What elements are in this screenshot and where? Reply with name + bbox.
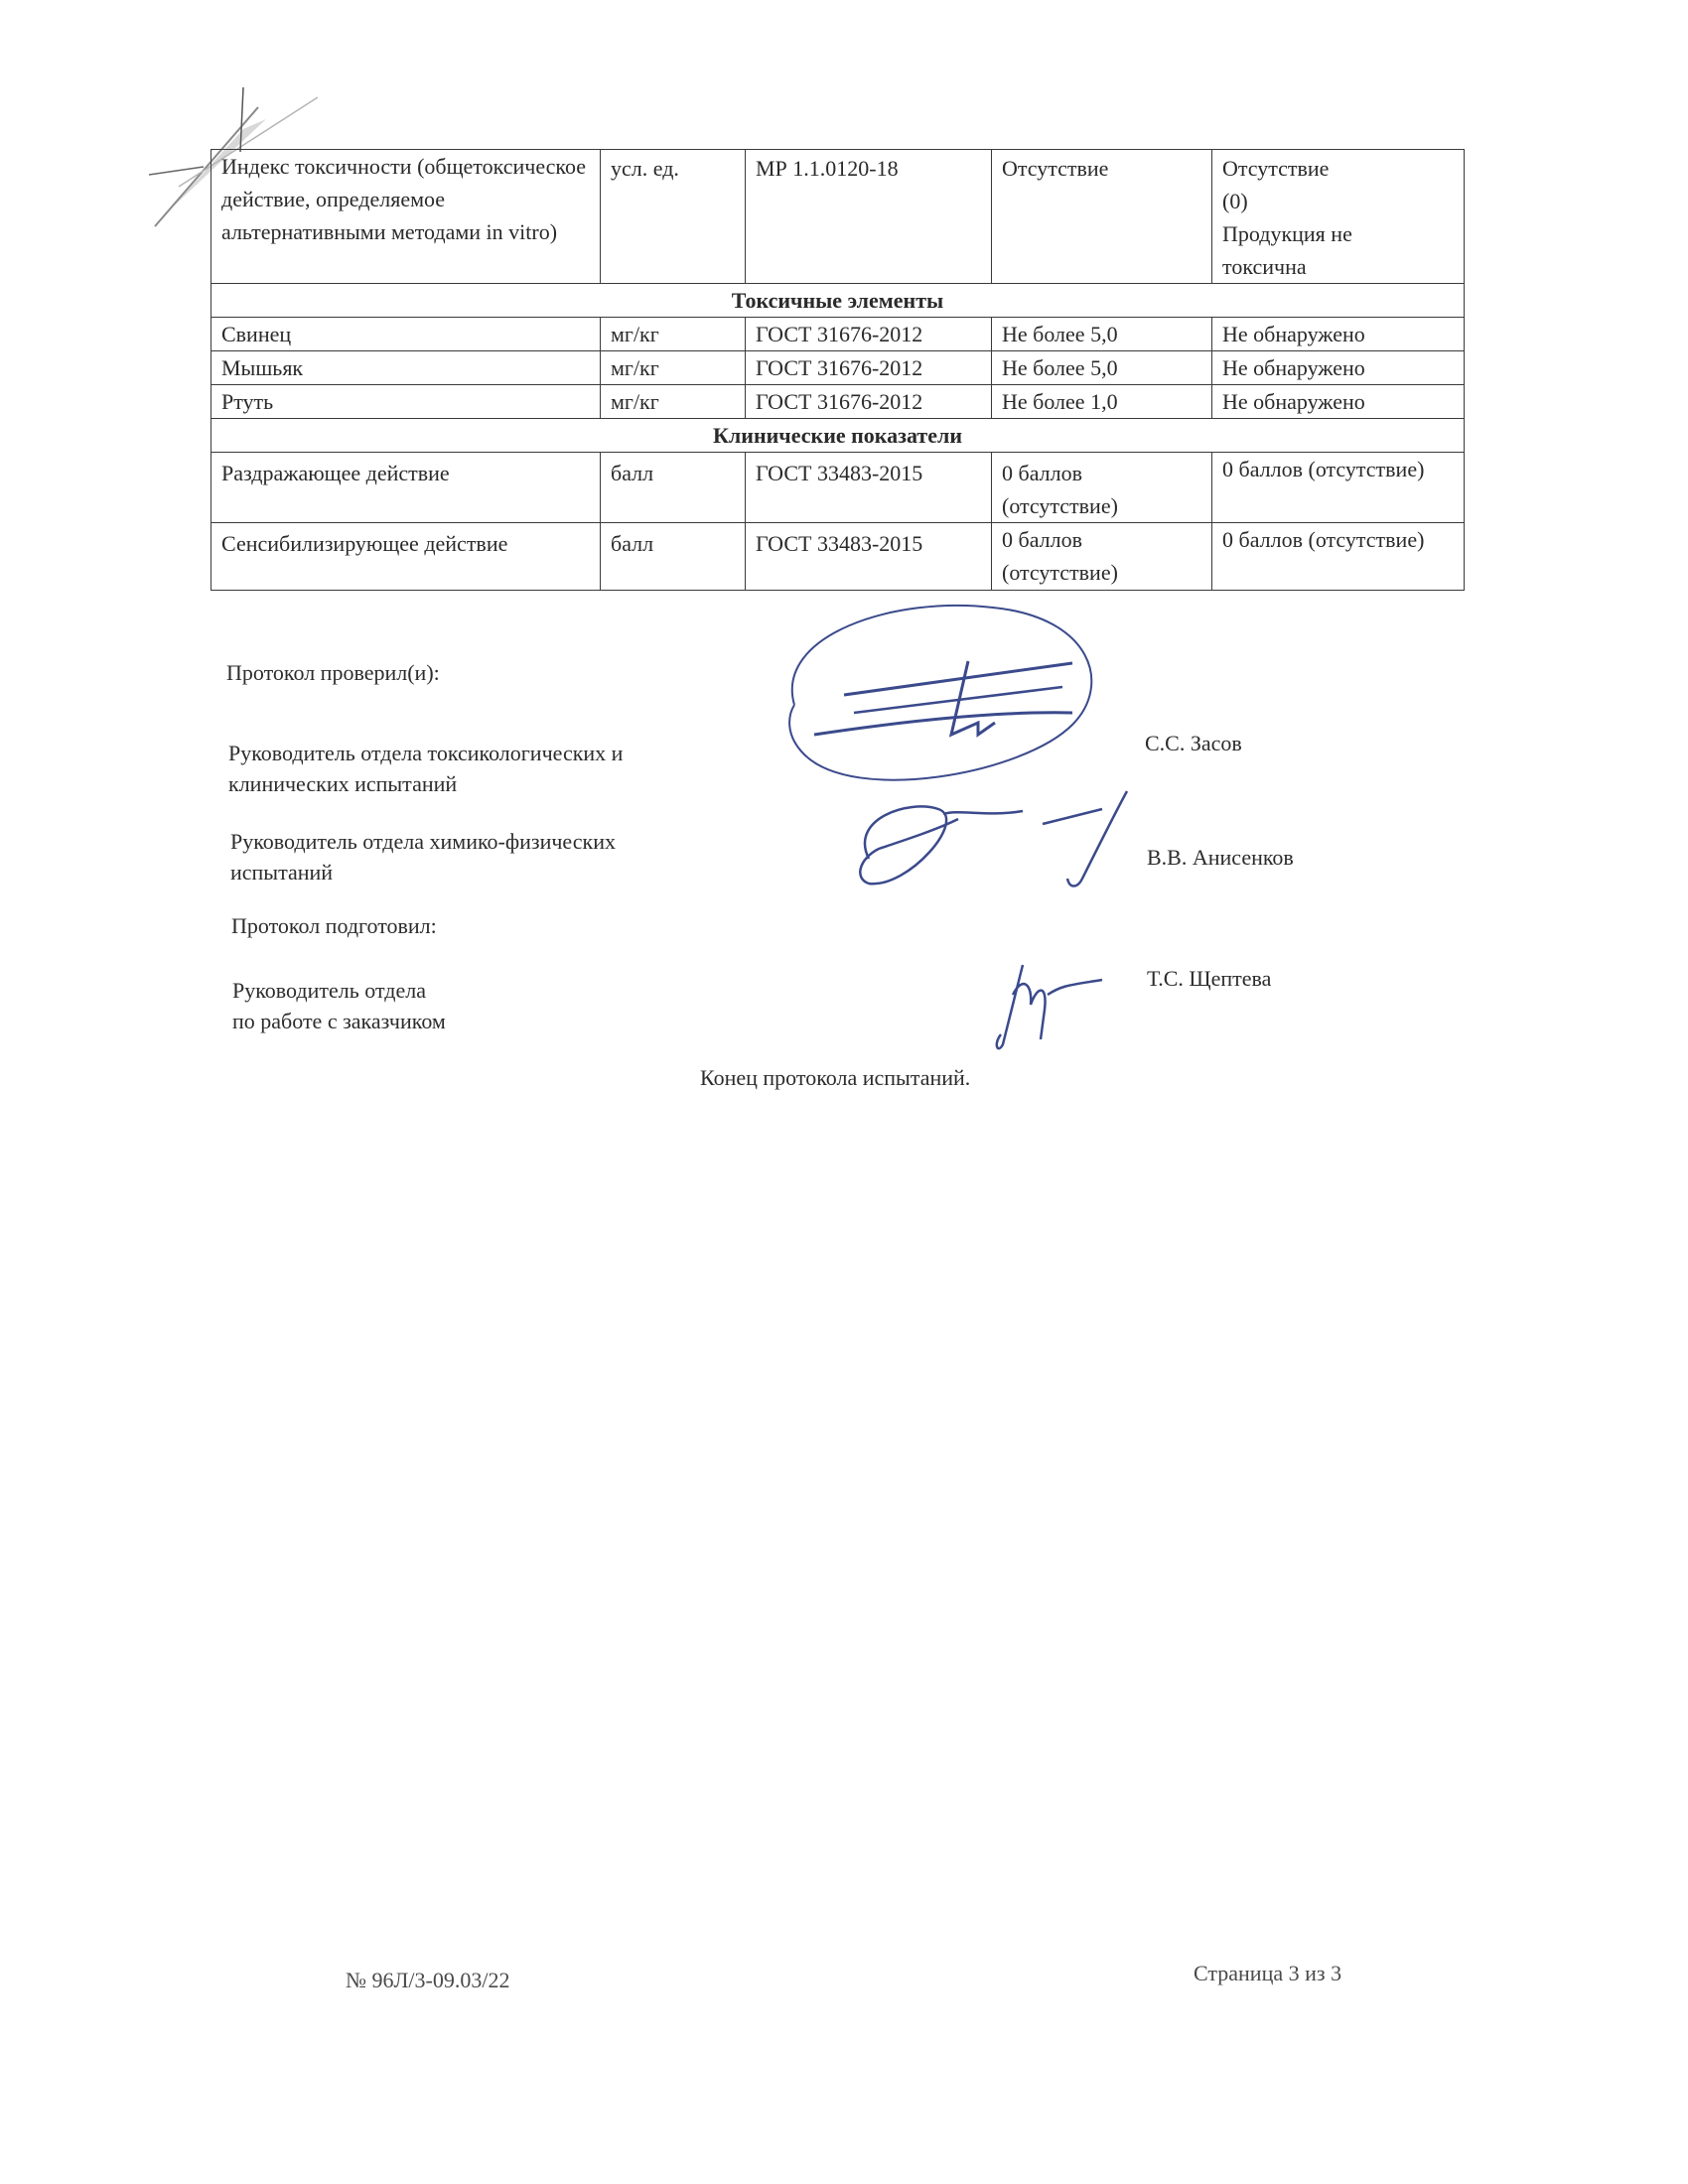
end-of-protocol: Конец протокола испытаний. (700, 1065, 971, 1090)
section-row (211, 419, 1465, 453)
toxicology-head-name: С.С. Засов (1145, 731, 1242, 755)
result-cell: 0 баллов (отсутствие) (1212, 453, 1465, 523)
unit-cell: мг/кг (601, 318, 746, 351)
client-head-name: Т.С. Щептева (1147, 966, 1272, 991)
indicator-cell: Сенсибилизирующее действие (211, 523, 601, 591)
indicator-cell: Ртуть (211, 385, 601, 419)
unit-cell: мг/кг (601, 351, 746, 385)
client-head-line: по работе с заказчиком (232, 1009, 446, 1033)
method-cell: ГОСТ 33483-2015 (746, 453, 992, 523)
result-line: Отсутствие (1222, 156, 1330, 181)
signature-zasov (774, 596, 1112, 794)
result-cell (1212, 150, 1465, 284)
norm-cell: Отсутствие (992, 150, 1212, 284)
indicator-cell: Мышьяк (211, 351, 601, 385)
indicator-cell: Свинец (211, 318, 601, 351)
result-line: токсична (1222, 254, 1307, 279)
table-row (211, 150, 1465, 284)
table-row (211, 385, 1465, 419)
result-cell: Не обнаружено (1212, 351, 1465, 385)
unit-cell: балл (601, 523, 746, 591)
indicator-cell: Раздражающее действие (211, 453, 601, 523)
method-cell: ГОСТ 31676-2012 (746, 351, 992, 385)
norm-cell: Не более 5,0 (992, 351, 1212, 385)
client-head-line: Руководитель отдела (232, 978, 427, 1003)
table-row (211, 523, 1465, 591)
result-cell: 0 баллов (отсутствие) (1212, 523, 1465, 591)
page-number: Страница 3 из 3 (1194, 1961, 1342, 1985)
result-cell: Не обнаружено (1212, 318, 1465, 351)
result-cell: Не обнаружено (1212, 385, 1465, 419)
signature-shchepteva (993, 955, 1112, 1054)
result-line: Продукция не (1222, 221, 1352, 246)
toxicology-head-title: Руководитель отдела токсикологических и клинических испытаний (228, 741, 624, 796)
chemistry-head-name: В.В. Анисенков (1147, 845, 1294, 870)
method-cell: ГОСТ 31676-2012 (746, 318, 992, 351)
unit-cell: усл. ед. (601, 150, 746, 284)
norm-cell: Не более 5,0 (992, 318, 1212, 351)
section-title-clinical: Клинические показатели (211, 419, 1465, 453)
client-head-title (232, 975, 446, 1036)
chemistry-head-title: Руководитель отдела химико-физических испытаний (230, 829, 616, 885)
method-cell: ГОСТ 33483-2015 (746, 523, 992, 591)
result-line: (0) (1222, 189, 1248, 213)
table-row (211, 318, 1465, 351)
method-cell: ГОСТ 31676-2012 (746, 385, 992, 419)
section-row (211, 284, 1465, 318)
signature-anisenkov (849, 789, 1137, 898)
indicator-cell: Индекс токсичности (общетоксическое действие, определяемое альтернативными методами in vitro) (211, 150, 601, 284)
norm-cell: 0 баллов (отсутствие) (992, 523, 1212, 591)
norm-cell: 0 баллов (отсутствие) (992, 453, 1212, 523)
checked-label: Протокол проверил(и): (226, 660, 440, 685)
unit-cell: мг/кг (601, 385, 746, 419)
table-row (211, 351, 1465, 385)
unit-cell: балл (601, 453, 746, 523)
norm-cell: Не более 1,0 (992, 385, 1212, 419)
results-table (211, 149, 1465, 591)
section-title-toxic: Токсичные элементы (211, 284, 1465, 318)
method-cell: МР 1.1.0120-18 (746, 150, 992, 284)
table-row (211, 453, 1465, 523)
prepared-label: Протокол подготовил: (231, 913, 437, 938)
document-number: № 96Л/3-09.03/22 (346, 1968, 510, 1992)
